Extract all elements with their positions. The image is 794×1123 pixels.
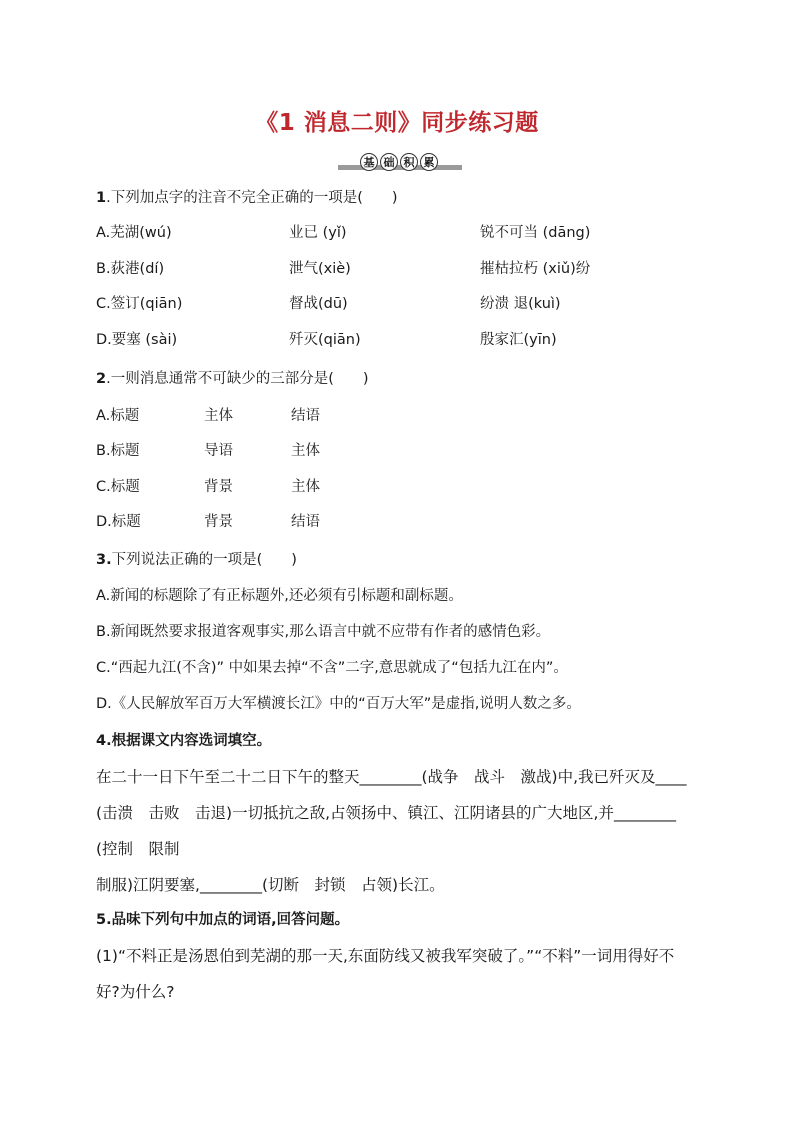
- q1-option-d: D.要塞 (sài): [96, 332, 178, 348]
- section-tag-basic: [338, 153, 462, 173]
- q2-option-b-part2: 导语: [204, 443, 233, 459]
- q2-option-c-part3: 主体: [291, 479, 320, 495]
- q1-option-a-word3: 锐不可当 (dāng): [480, 225, 591, 241]
- question-number: 5.: [96, 912, 112, 928]
- q2-option-d: D.标题: [96, 514, 141, 530]
- question-2: [96, 367, 369, 388]
- q2-option-d-part3: 结语: [291, 514, 320, 530]
- q4-line-2: (击溃 击败 击退)一切抵抗之敌,占领扬中、镇江、江阴诸县的广大地区,并________: [96, 804, 676, 822]
- question-5: [96, 908, 349, 929]
- question-text: .一则消息通常不可缺少的三部分是( ): [106, 371, 369, 387]
- q4-line-4: 制服)江阴要塞,________(切断 封锁 占领)长江。: [96, 876, 445, 894]
- question-number: 2: [96, 371, 107, 387]
- q1-option-b: B.荻港(dí): [96, 261, 165, 277]
- question-4: [96, 729, 271, 750]
- q2-option-a-part3: 结语: [291, 408, 320, 424]
- q2-option-a-part2: 主体: [204, 408, 233, 424]
- q3-option-d: D.《人民解放军百万大军横渡长江》中的“百万大军”是虚指,说明人数之多。: [96, 696, 581, 712]
- q1-option-c-word3: 纷溃 退(kuì): [480, 296, 561, 312]
- question-text: 下列说法正确的一项是( ): [111, 552, 297, 568]
- section-tag-char: 础: [380, 153, 398, 171]
- section-tag-char: 累: [420, 153, 438, 171]
- q2-option-b-part3: 主体: [291, 443, 320, 459]
- q1-option-a-word2: 业已 (yǐ): [289, 225, 347, 241]
- question-number: 3.: [96, 552, 112, 568]
- section-tag-char: 基: [360, 153, 378, 171]
- question-1: [96, 186, 398, 207]
- q3-option-b: B.新闻既然要求报道客观事实,那么语言中就不应带有作者的感情色彩。: [96, 624, 551, 640]
- page-title: 《1 消息二则》同步练习题: [255, 110, 539, 136]
- q2-option-a: A.标题: [96, 408, 140, 424]
- q2-option-c-part2: 背景: [204, 479, 233, 495]
- q2-option-c: C.标题: [96, 479, 140, 495]
- q2-option-b: B.标题: [96, 443, 140, 459]
- q1-option-b-word2: 泄气(xiè): [289, 261, 351, 277]
- q1-option-c: C.签订(qiān): [96, 296, 183, 312]
- q1-option-d-word2: 歼灭(qiān): [289, 332, 361, 348]
- q5-line-2: 好?为什么?: [96, 983, 175, 1001]
- question-text: 根据课文内容选词填空。: [111, 733, 272, 749]
- q1-option-a: A.芜湖(wú): [96, 225, 172, 241]
- q3-option-c: C.“西起九江(不含)” 中如果去掉“不含”二字,意思就成了“包括九江在内”。: [96, 660, 568, 676]
- q1-option-c-word2: 督战(dū): [289, 296, 348, 312]
- q4-line-1: 在二十一日下午至二十二日下午的整天________(战争 战斗 激战)中,我已歼灭及____: [96, 768, 687, 786]
- section-tag-char: 积: [400, 153, 418, 171]
- q1-option-d-word3: 殷家汇(yīn): [480, 332, 557, 348]
- question-3: [96, 548, 297, 569]
- question-text: .下列加点字的注音不完全正确的一项是( ): [106, 190, 398, 206]
- q4-line-3: (控制 限制: [96, 840, 180, 858]
- question-number: 4.: [96, 733, 112, 749]
- q5-line-1: (1)“不料正是汤恩伯到芜湖的那一天,东面防线又被我军突破了。”“不料”一词用得好不: [96, 947, 675, 965]
- question-text: 品味下列句中加点的词语,回答问题。: [111, 912, 350, 928]
- q3-option-a: A.新闻的标题除了有正标题外,还必须有引标题和副标题。: [96, 588, 463, 604]
- question-number: 1: [96, 190, 107, 206]
- q2-option-d-part2: 背景: [204, 514, 233, 530]
- q1-option-b-word3: 摧枯拉朽 (xiǔ)纷: [480, 261, 591, 277]
